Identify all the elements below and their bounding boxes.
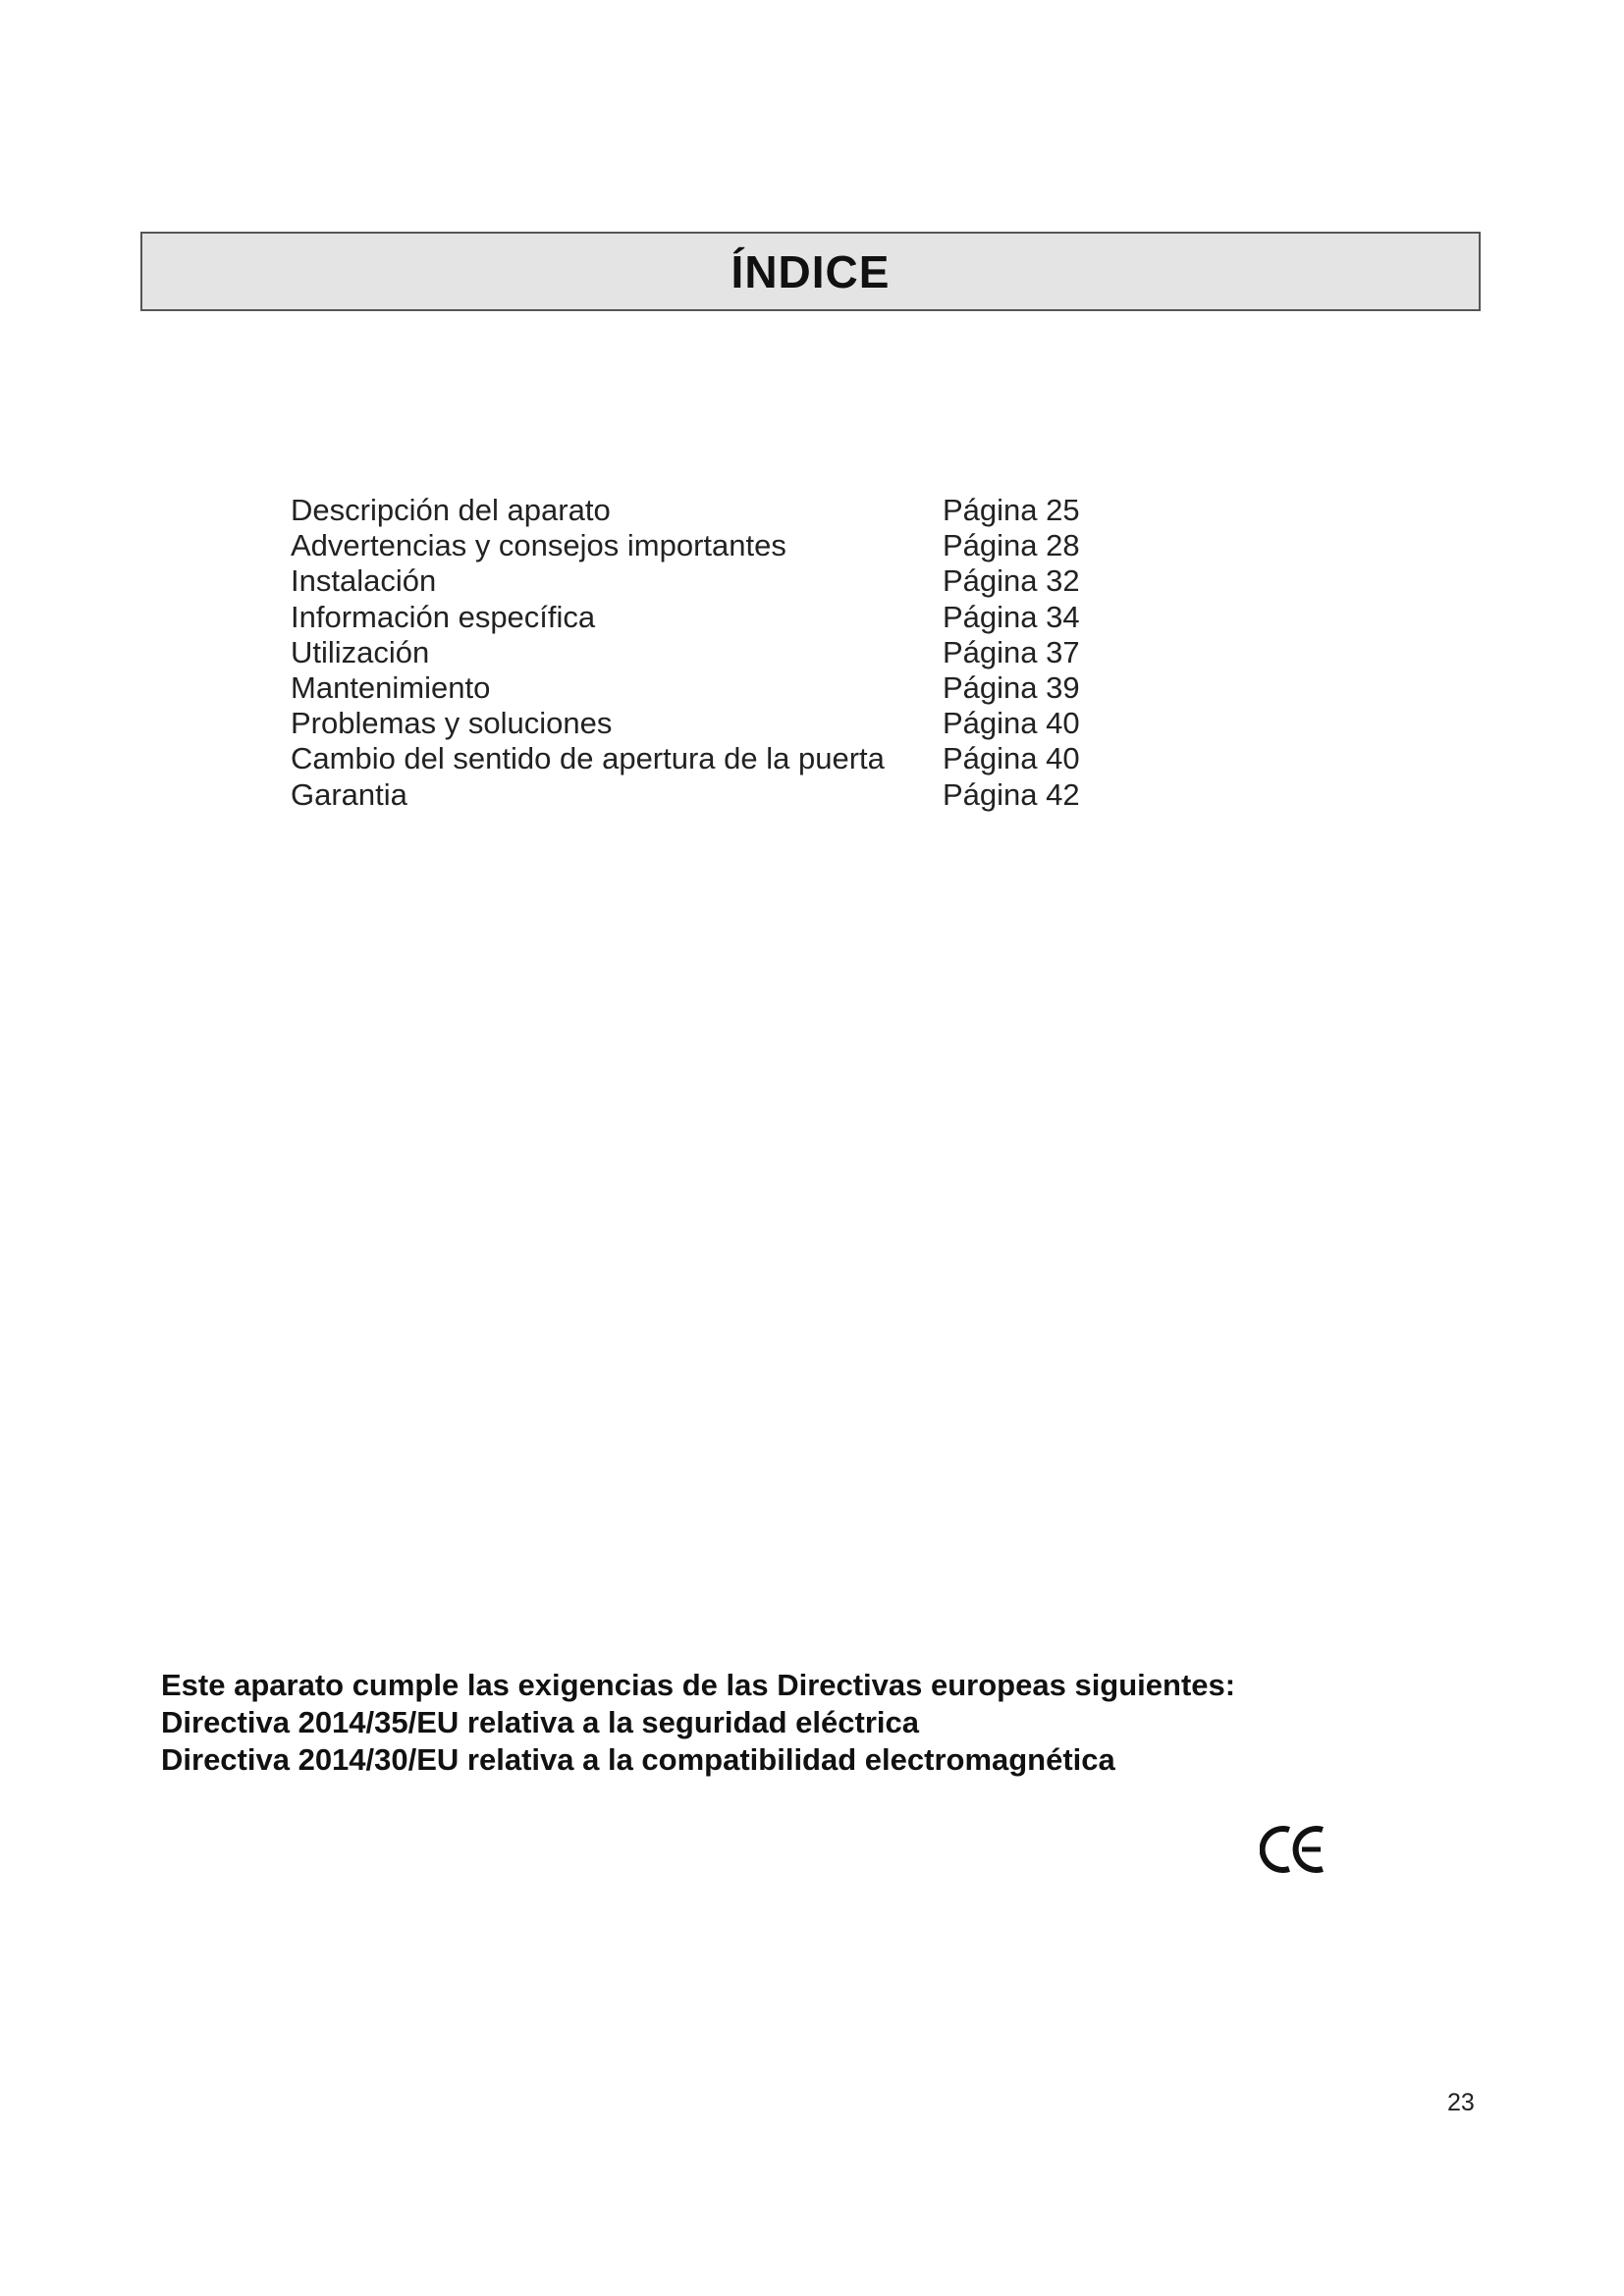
directive-line: Directiva 2014/30/EU relativa a la compatibilidad electromagnética [161,1742,1115,1777]
ce-mark-icon [1260,1824,1328,1875]
toc-entry-label: Problemas y soluciones [291,706,613,741]
toc-entry-page: Página 37 [943,634,1080,669]
toc-entry[interactable] [291,600,1096,635]
toc-entry[interactable] [291,635,1096,670]
table-of-contents [291,493,1096,813]
toc-entry-label: Utilización [291,634,430,669]
toc-entry-label: Cambio del sentido de apertura de la puerta [291,741,885,776]
toc-entry-label: Instalación [291,563,437,599]
page-title: ÍNDICE [731,245,891,297]
title-box [140,232,1481,311]
toc-entry[interactable] [291,670,1096,706]
toc-entry[interactable] [291,706,1096,741]
toc-entry[interactable] [291,528,1096,563]
compliance-statement [161,1667,1437,1779]
toc-entry-page: Página 32 [943,563,1080,599]
page-number: 23 [1447,2089,1475,2116]
toc-entry-label: Mantenimiento [291,670,491,706]
toc-entry-page: Página 40 [943,706,1080,741]
directive-line: Directiva 2014/35/EU relativa a la seguridad eléctrica [161,1705,920,1739]
toc-entry-page: Página 25 [943,493,1080,528]
toc-entry[interactable] [291,741,1096,776]
toc-entry-page: Página 28 [943,528,1080,563]
compliance-intro: Este aparato cumple las exigencias de las Directivas europeas siguientes: [161,1668,1236,1702]
toc-entry-page: Página 34 [943,599,1080,634]
toc-entry-page: Página 42 [943,776,1080,812]
toc-entry[interactable] [291,493,1096,528]
toc-entry-label: Información específica [291,599,596,634]
toc-entry-label: Descripción del aparato [291,493,611,528]
toc-entry[interactable] [291,777,1096,813]
toc-entry[interactable] [291,563,1096,599]
toc-entry-page: Página 40 [943,741,1080,776]
toc-entry-label: Advertencias y consejos importantes [291,528,786,563]
toc-entry-page: Página 39 [943,670,1080,706]
toc-entry-label: Garantia [291,776,407,812]
